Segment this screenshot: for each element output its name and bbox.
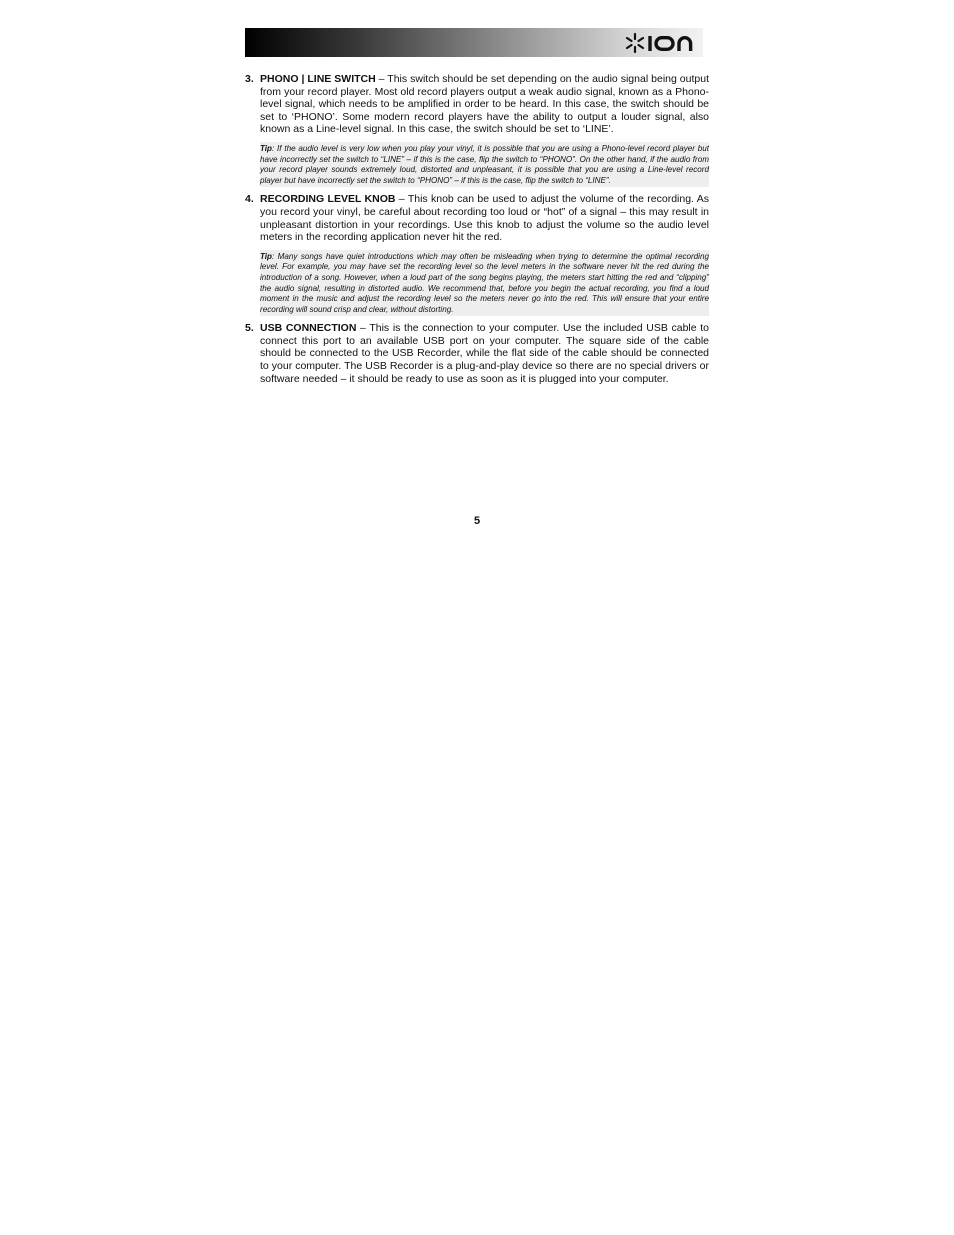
list-item bbox=[245, 193, 709, 243]
item-text: – This knob can be used to adjust the volume of the recording. As you record your vinyl, be careful about recording too loud or “hot” of a signal – this may result in unpleasant distortion in your recordings. Use this knob to adjust the volume so the audio level meters in the recording application never hit the red. bbox=[260, 193, 709, 244]
tip-label: Tip bbox=[260, 143, 272, 153]
item-title: USB CONNECTION bbox=[260, 322, 357, 335]
tip-label: Tip bbox=[260, 251, 272, 261]
list-item bbox=[245, 322, 709, 385]
ion-logo bbox=[625, 31, 701, 55]
item-text: – This is the connection to your computer. Use the included USB cable to connect this port to an available USB port on your computer. The square side of the cable should be connected to the USB Recorder, while the flat side of the cable should be connected to your computer. The USB Recorder is a plug-and-play device so there are no special drivers or software needed – it should be ready to use as soon as it is plugged into your computer. bbox=[260, 322, 709, 385]
tip-text: : If the audio level is very low when you play your vinyl, it is possible that you are using a Phono-level record player but have incorrectly set the switch to “LINE” – if this is the case, flip the switch to “PHONO”. On the other hand, if the audio from your record player sounds extremely loud, distorted and unpleasant, it is possible that you are using a Line-level record player but have incorrectly set the switch to “PHONO” – if this is the case, flip the switch to “LINE”. bbox=[260, 143, 709, 185]
tip-box bbox=[260, 142, 709, 187]
item-title: PHONO | LINE SWITCH bbox=[260, 73, 376, 85]
item-title: RECORDING LEVEL KNOB bbox=[260, 193, 396, 206]
header-gradient-bar bbox=[245, 28, 703, 57]
tip-text: : Many songs have quiet introductions which may often be misleading when trying to determine the optimal recording level. For example, you may have set the recording level so the level meters in the software never hit the red during the introduction of a song. However, when a loud part of the song begins playing, the meters start hitting the red and “clipping” the audio signal, resulting in distorted audio. We recommend that, before you begin the actual recording, you find a loud moment in the music and adjust the recording level so the meters never go into the red. This will ensure that your entire recording will sound crisp and clear, without distorting. bbox=[260, 251, 709, 314]
tip-box bbox=[260, 250, 709, 317]
item-number: 5. bbox=[245, 322, 254, 335]
item-text: – This switch should be set depending on the audio signal being output from your record player. Most old record players output a weak audio signal, known as a Phono-level signal, which needs to be amplified in order to be heard. In this case, the switch should be set to ‘PHONO’. Some modern record players have the ability to output a louder signal, also known as a Line-level signal. In this case, the switch should be set to ‘LINE’. bbox=[260, 73, 709, 136]
main-content bbox=[245, 73, 709, 388]
list-item bbox=[245, 73, 709, 136]
item-number: 4. bbox=[245, 193, 254, 206]
page-number: 5 bbox=[473, 515, 481, 527]
item-number: 3. bbox=[245, 73, 254, 85]
